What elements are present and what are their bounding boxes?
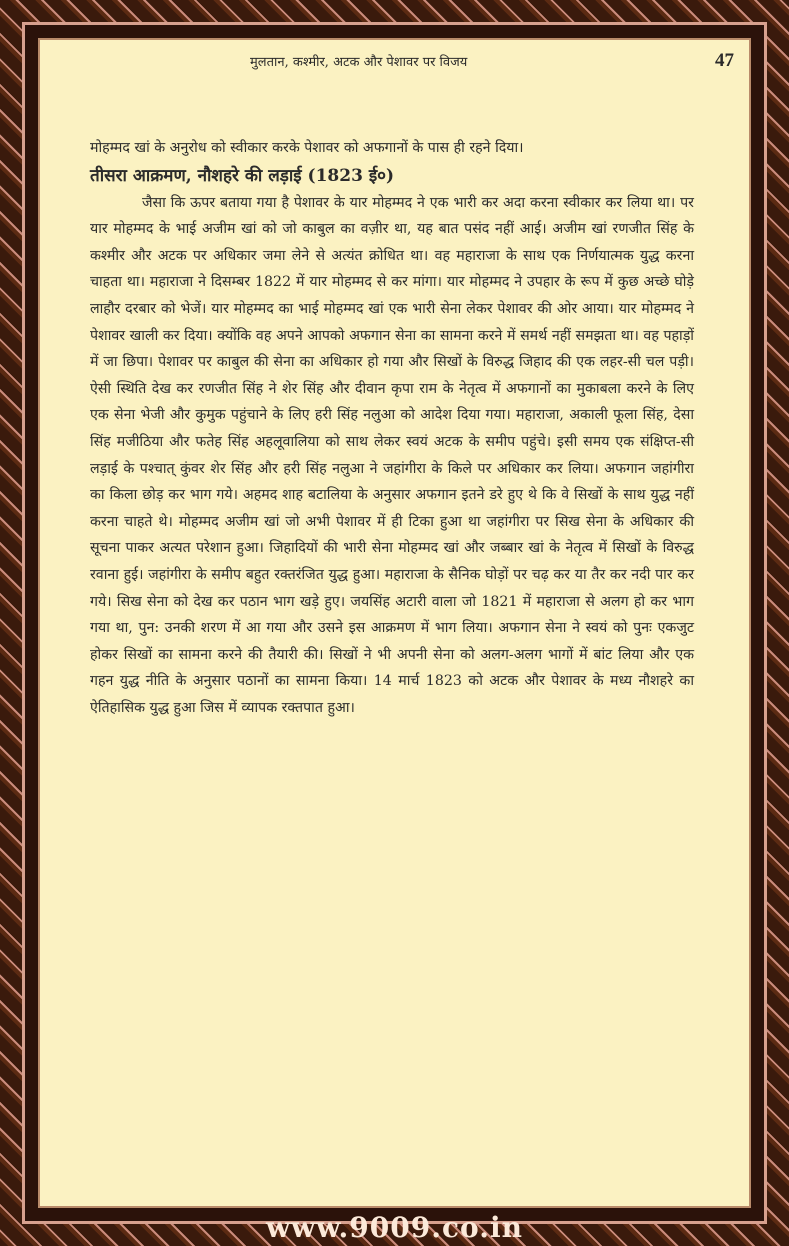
running-title: मुलतान, कश्मीर, अटक और पेशावर पर विजय [250,55,468,70]
section-heading: तीसरा आक्रमण, नौशहरे की लड़ाई (1823 ई०) [90,165,395,186]
page-header [250,50,734,72]
body-text [90,135,694,721]
paragraph-1: मोहम्मद खां के अनुरोध को स्वीकार करके पेशावर को अफगानों के पास ही रहने दिया। [90,140,524,156]
watermark-url: www.9009.co.in [266,1211,523,1244]
page-number: 47 [715,50,734,71]
paragraph-2: जैसा कि ऊपर बताया गया है पेशावर के यार मोहम्मद ने एक भारी कर अदा करना स्वीकार कर लिया था। पर यार मोहम्मद के भाई अजीम खां को जो काबुल का वज़ीर था, यह बात पसंद नहीं आई। अजीम खां रणजीत सिंह के कश्मीर और अटक पर अधिकार जमा लेने से अत्यंत क्रोधित था। वह महाराजा के साथ एक निर्णयात्मक युद्ध करना चाहता था। महाराजा ने दिसम्बर 1822 में यार मोहम्मद से कर मांगा। यार मोहम्मद ने उपहार के रूप में कुछ अच्छे घोड़े लाहौर दरबार को भेजें। यार मोहम्मद का भाई मोहम्मद खां एक भारी सेना लेकर पेशावर की ओर आया। यार मोहम्मद ने पेशावर खाली कर दिया। क्योंकि वह अपने आपको अफगान सेना का सामना करने में समर्थ नहीं समझता था। वह पहाड़ों में जा छिपा। पेशावर पर काबुल की सेना का अधिकार हो गया और सिखों के विरुद्ध जिहाद की एक लहर-सी चल पड़ी। ऐसी स्थिति देख कर रणजीत सिंह ने शेर सिंह और दीवान कृपा राम के नेतृत्व में अफगानों का मुकाबला करने के लिए एक सेना भेजी और कुमुक पहुंचाने के लिए हरी सिंह नलुआ को आदेश दिया गया। महाराजा, अकाली फूला सिंह, देसा सिंह मजीठिया और फतेह सिंह अहलूवालिया को साथ लेकर स्वयं अटक के समीप पहुंचे। इसी समय एक संक्षिप्त-सी लड़ाई के पश्चात् कुंवर शेर सिंह और हरी सिंह नलुआ ने जहांगीरा के किले पर अधिकार कर लिया। अफगान जहांगीरा का किला छोड़ कर भाग गये। अहमद शाह बटालिया के अनुसार अफगान इतने डरे हुए थे कि वे सिखों के साथ युद्ध नहीं करना चाहते थे। मोहम्मद अजीम खां जो अभी पेशावर में ही टिका हुआ था जहांगीरा पर सिख सेना के अधिकार की सूचना पाकर अत्यत परेशान हुआ। जिहादियों की भारी सेना मोहम्मद खां और जब्बार खां के नेतृत्व में सिखों के विरुद्ध रवाना हुई। जहांगीरा के समीप बहुत रक्तरंजित युद्ध हुआ। महाराजा के सैनिक घोड़ों पर चढ़ कर या तैर कर नदी पार कर गये। सिख सेना को देख कर पठान भाग खड़े हुए। जयसिंह अटारी वाला जो 1821 में महाराजा से अलग हो कर भाग गया था, पुन: उनकी शरण में आ गया और उसने इस आक्रमण में भाग लिया। अफगान सेना ने स्वयं को पुनः एकजुट होकर सिखों का सामना करने की तैयारी की। सिखों ने भी अपनी सेना को अलग-अलग भागों में बांट लिया और एक गहन युद्ध नीति के अनुसार पठानों का सामना किया। 14 मार्च 1823 को अटक और पेशावर के मध्य नौशहरे का ऐतिहासिक युद्ध हुआ जिस में व्यापक रक्तपात हुआ। [90,194,694,716]
